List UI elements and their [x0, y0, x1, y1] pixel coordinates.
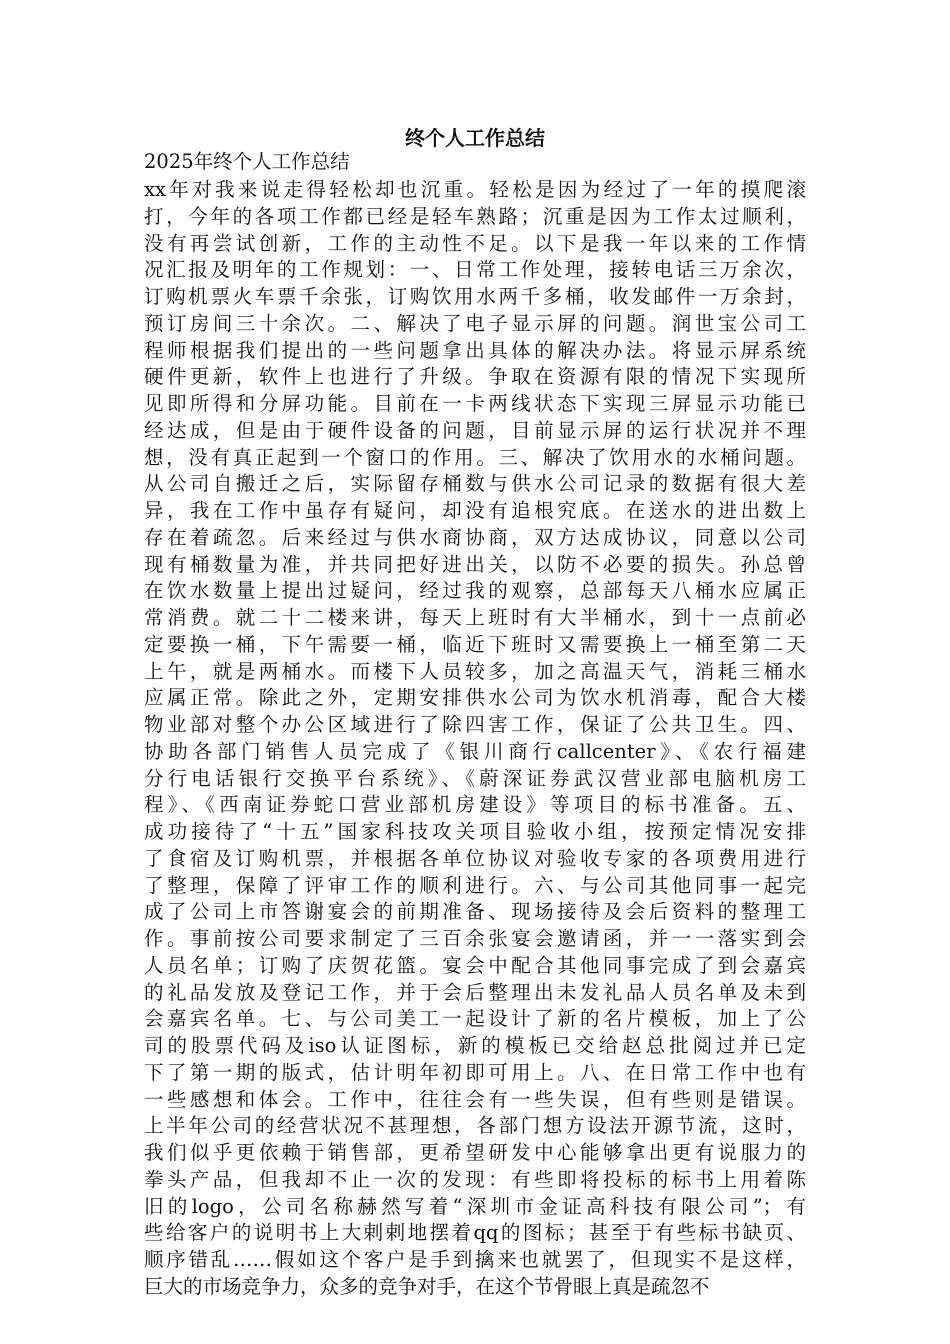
body-line: xx年对我来说走得轻松却也沉重。轻松是因为经过了一年的摸爬滚 [144, 178, 806, 201]
body-line: 异，我在工作中虽存有疑问，却没有追根究底。在送水的进出数上 [144, 499, 806, 522]
document-title: 终个人工作总结 [405, 126, 545, 150]
body-line: 想，没有真正起到一个窗口的作用。三、解决了饮用水的水桶问题。 [144, 445, 806, 469]
body-line: 物业部对整个办公区域进行了除四害工作，保证了公共卫生。四、 [144, 713, 806, 736]
body-line: 分行电话银行交换平台系统》、《蔚深证券武汉营业部电脑机房工 [144, 766, 806, 790]
body-line: 拳头产品，但我却不止一次的发现：有些即将投标的标书上用着陈 [144, 1167, 806, 1191]
body-line: 人员名单；订购了庆贺花篮。宴会中配合其他同事完成了到会嘉宾 [144, 953, 806, 977]
body-line: 定要换一桶，下午需要一桶，临近下班时又需要换上一桶至第二天 [144, 632, 806, 656]
body-line: 打，今年的各项工作都已经是轻车熟路；沉重是因为工作太过顺利， [144, 204, 806, 228]
body-line: 旧的logo，公司名称赫然写着“深圳市金证高科技有限公司”；有 [144, 1194, 806, 1218]
body-line: 经达成，但是由于硬件设备的问题，目前显示屏的运行状况并不理 [144, 418, 806, 442]
body-line: 了整理，保障了评审工作的顺利进行。六、与公司其他同事一起完 [144, 873, 806, 897]
body-line: 一些感想和体会。工作中，往往会有一些失误，但有些则是错误。 [144, 1087, 806, 1111]
body-line: 成功接待了“十五”国家科技攻关项目验收小组，按预定情况安排 [144, 820, 806, 843]
body-line: 况汇报及明年的工作规划：一、日常工作处理，接转电话三万余次， [144, 258, 806, 282]
body-line: 会嘉宾名单。七、与公司美工一起设计了新的名片模板，加上了公 [144, 1007, 806, 1031]
body-line: 顺序错乱……假如这个客户是手到擒来也就罢了，但现实不是这样， [144, 1248, 806, 1271]
body-line: 存在着疏忽。后来经过与供水商协商，双方达成协议，同意以公司 [144, 525, 806, 549]
body-line: 上半年公司的经营状况不甚理想，各部门想方设法开源节流，这时， [144, 1114, 806, 1138]
body-line: 程师根据我们提出的一些问题拿出具体的解决办法。将显示屏系统 [144, 338, 806, 362]
body-line: 程》、《西南证券蛇口营业部机房建设》等项目的标书准备。五、 [144, 793, 806, 817]
body-line: 上午，就是两桶水。而楼下人员较多，加之高温天气，消耗三桶水 [144, 659, 806, 683]
body-line: 从公司自搬迁之后，实际留存桶数与供水公司记录的数据有很大差 [144, 472, 806, 496]
body-line: 司的股票代码及iso认证图标，新的模板已交给赵总批阅过并已定 [144, 1034, 806, 1057]
body-line: 预订房间三十余次。二、解决了电子显示屏的问题。润世宝公司工 [144, 311, 806, 335]
body-line: 了食宿及订购机票，并根据各单位协议对验收专家的各项费用进行 [144, 846, 806, 870]
body-line: 没有再尝试创新，工作的主动性不足。以下是我一年以来的工作情 [144, 231, 806, 255]
body-line: 应属正常。除此之外，定期安排供水公司为饮水机消毒，配合大楼 [144, 686, 806, 710]
body-text [144, 177, 806, 1301]
body-line: 常消费。就二十二楼来讲，每天上班时有大半桶水，到十一点前必 [144, 606, 806, 629]
body-line: 我们似乎更依赖于销售部，更希望研发中心能够拿出更有说服力的 [144, 1141, 806, 1164]
body-line: 些给客户的说明书上大剌剌地摆着qq的图标；甚至于有些标书缺页、 [144, 1221, 806, 1245]
body-line: 巨大的市场竞争力，众多的竞争对手，在这个节骨眼上真是疏忽不 [144, 1274, 710, 1298]
document-subtitle: 2025年终个人工作总结 [144, 150, 350, 173]
body-line: 见即所得和分屏功能。目前在一卡两线状态下实现三屏显示功能已 [144, 392, 806, 415]
body-line: 下了第一期的版式，估计明年初即可用上。八、在日常工作中也有 [144, 1060, 806, 1084]
body-line: 作。事前按公司要求制定了三百余张宴会邀请函，并一一落实到会 [144, 927, 806, 950]
body-line: 成了公司上市答谢宴会的前期准备、现场接待及会后资料的整理工 [144, 900, 806, 924]
body-line: 硬件更新，软件上也进行了升级。争取在资源有限的情况下实现所 [144, 365, 806, 389]
body-line: 现有桶数量为准，并共同把好进出关，以防不必要的损失。孙总曾 [144, 552, 806, 576]
body-line: 的礼品发放及登记工作，并于会后整理出未发礼品人员名单及未到 [144, 980, 806, 1004]
body-line: 订购机票火车票千余张，订购饮用水两千多桶，收发邮件一万余封， [144, 285, 806, 308]
body-line: 在饮水数量上提出过疑问，经过我的观察，总部每天八桶水应属正 [144, 579, 806, 603]
body-line: 协助各部门销售人员完成了《银川商行callcenter》、《农行福建 [144, 739, 806, 763]
